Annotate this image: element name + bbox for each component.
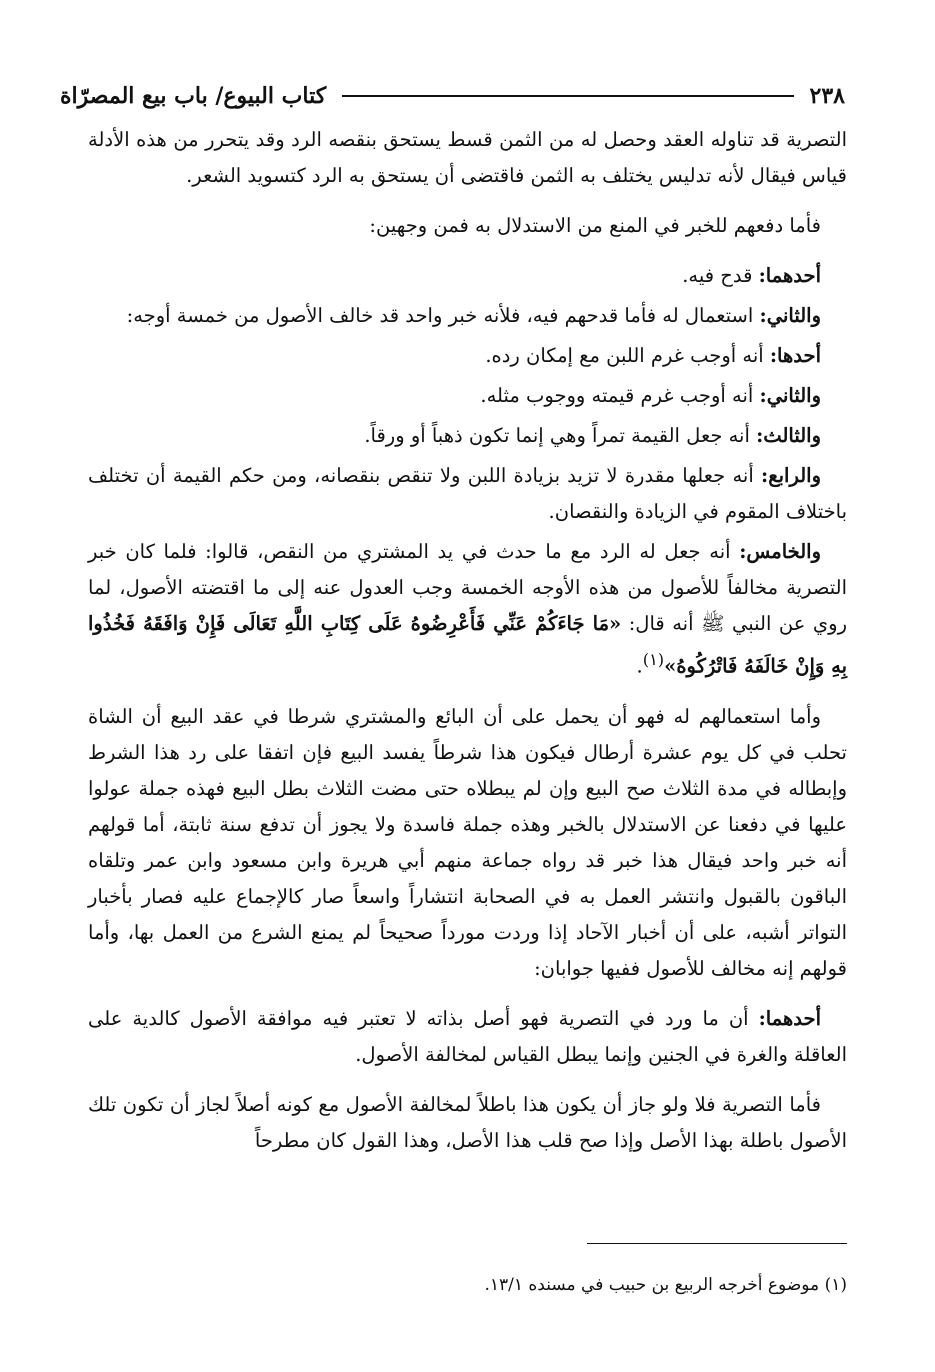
paragraph-label: والثاني: bbox=[759, 384, 821, 407]
header-rule bbox=[342, 95, 793, 97]
paragraph-label: والثاني: bbox=[759, 304, 821, 327]
paragraph: والخامس: أنه جعل له الرد مع ما حدث في يد المشتري من النقص، قالوا: فلما كان خبر التصرية مخالفاً للأصول من هذه الأوجه الخمسة وجب العدول عنه إلى ما اقتضته الأصول، لما روي عن النبي ﷺ أنه قال: «مَا جَاءَكُمْ عَنِّي فَأَعْرِضُوهُ عَلَى كِتَابِ اللَّهِ تَعَالَى فَإِنْ وَافَقَهُ فَخُذُوا بِهِ وَإِنْ خَالَفَهُ فَاتْرُكُوهُ»$^{(١)}$. bbox=[88, 540, 847, 678]
footnote-rule bbox=[587, 1243, 847, 1244]
paragraph-label: والخامس: bbox=[739, 540, 821, 563]
footnote-text: موضوع أخرجه الربيع بن حبيب في مسنده ١٣/١. bbox=[484, 1275, 820, 1295]
paragraph-label: والثالث: bbox=[756, 424, 821, 447]
paragraph: فأما التصرية فلا ولو جاز أن يكون هذا باطلاً لمخالفة الأصول مع كونه أصلاً لجاز أن تكون تلك الأصول باطلة بهذا الأصل وإذا صح قلب هذا الأصل، وهذا القول كان مطرحاً bbox=[88, 1092, 847, 1152]
paragraph: فأما دفعهم للخبر في المنع من الاستدلال به فمن وجهين: bbox=[369, 214, 821, 237]
paragraph: التصرية قد تناوله العقد وحصل له من الثمن قسط يستحق بنقصه الرد وقد يتحرر من هذه الأدلة قياس فيقال لأنه تدليس يختلف به الثمن فاقتضى أن يستحق به الرد كتسويد الشعر. bbox=[88, 128, 847, 187]
paragraph: والثاني: استعمال له فأما قدحهم فيه، فلأنه خبر واحد قد خالف الأصول من خمسة أوجه: bbox=[126, 304, 821, 327]
footnote-marker: (١) bbox=[824, 1275, 847, 1295]
footnote bbox=[88, 1270, 847, 1300]
paragraph-label: أحدها: bbox=[769, 344, 821, 367]
footnote-ref: (١) bbox=[642, 650, 665, 669]
body-text bbox=[88, 122, 847, 1163]
paragraph-label: أحدهما: bbox=[758, 1006, 821, 1030]
header-title: كتاب البيوع/ باب بيع المصرّاة bbox=[60, 83, 327, 109]
paragraph: أحدهما: أن ما ورد في التصرية فهو أصل بذاته لا تعتبر فيه موافقة الأصول كالدية على العاقلة والغرة في الجنين وإنما يبطل القياس لمخالفة الأصول. bbox=[88, 1006, 847, 1066]
running-header bbox=[60, 78, 845, 114]
paragraph: والثاني: أنه أوجب غرم قيمته ووجوب مثله. bbox=[480, 384, 821, 407]
page-number: ٢٣٨ bbox=[809, 83, 845, 109]
paragraph: والثالث: أنه جعل القيمة تمراً وهي إنما تكون ذهباً أو ورقاً. bbox=[364, 424, 821, 447]
paragraph-label: أحدهما: bbox=[758, 264, 821, 287]
hadith-quote: «مَا جَاءَكُمْ عَنِّي فَأَعْرِضُوهُ عَلَى كِتَابِ اللَّهِ تَعَالَى فَإِنْ وَافَقَهُ فَخُذُوا بِهِ وَإِنْ خَالَفَهُ فَاتْرُكُوهُ» bbox=[88, 612, 847, 678]
paragraph: والرابع: أنه جعلها مقدرة لا تزيد بزيادة اللبن ولا تنقص بنقصانه، ومن حكم القيمة أن تختلف باختلاف المقوم في الزيادة والنقصان. bbox=[88, 464, 847, 523]
paragraph-label: والرابع: bbox=[761, 464, 821, 487]
paragraph: أحدها: أنه أوجب غرم اللبن مع إمكان رده. bbox=[485, 344, 821, 367]
paragraph: أحدهما: قدح فيه. bbox=[682, 264, 821, 287]
paragraph: وأما استعمالهم له فهو أن يحمل على أن البائع والمشتري شرطا في عقد البيع أن الشاة تحلب في كل يوم عشرة أرطال فيكون هذا شرطاً يفسد البيع فإن اتفقا على رد هذا الشرط وإبطاله في مدة الثلاث صح البيع وإن لم يبطلاه حتى مضت الثلاث بطل البيع فهذه جملة عولوا عليها في دفعنا عن الاستدلال بالخبر وهذه جملة فاسدة ولا يجوز أن تدفع سنة ثابتة، أما قولهم أنه خبر واحد فيقال هذا خبر قد رواه جماعة منهم أبي هريرة وابن مسعود وابن عمر وتلقاه الباقون بالقبول وانتشر العمل به في الصحابة انتشاراً واسعاً صار كالإجماع عليه فصار بأخبار التواتر أشبه، على أن أخبار الآحاد إذا وردت مورداً صحيحاً لم يمنع الشرع من العمل بها، وأما قولهم إنه مخالف للأصول ففيها جوابان: bbox=[88, 704, 847, 980]
